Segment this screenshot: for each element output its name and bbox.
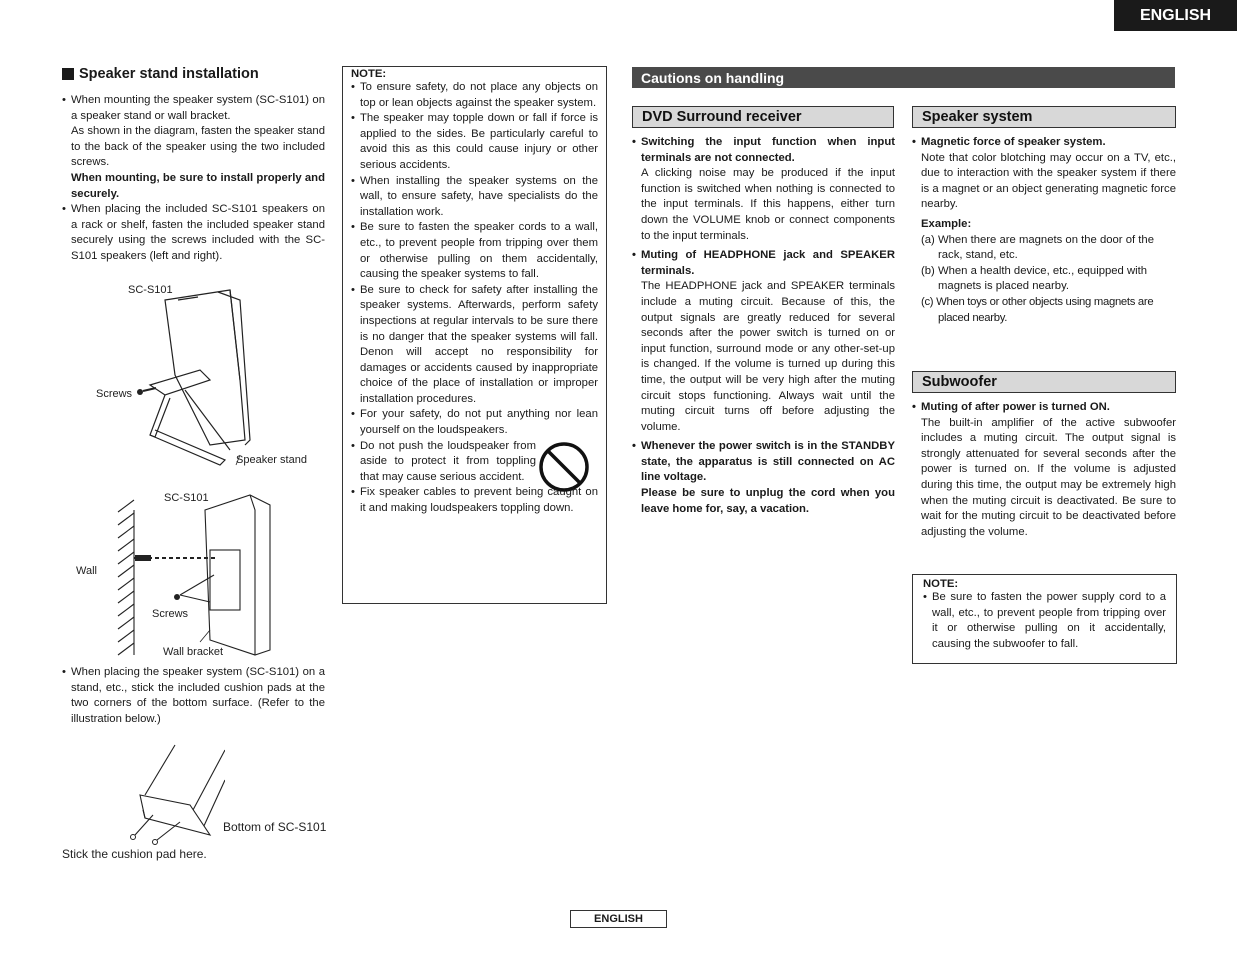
speaker-system-text: [912, 135, 1176, 326]
note1-item-4: • Be sure to fasten the speaker cords to a wall, etc., to prevent people from tripping over them or otherwise pulling on them accidentally, causing the speaker systems to fall.: [351, 220, 598, 282]
subwoofer-item-1-body: The built-in amplifier of the active subwoofer includes a muting circuit. The output signal is strongly attenuated for several seconds after the power is turned on. If the volume is adjusted during this time, the output may be extremely high when the muting circuit is deactivated. Be sure to wait for the muting circuit to be deactivated before adjusting the volume.: [921, 416, 1176, 538]
fig1-model-label: SC-S101: [128, 284, 173, 296]
note1-item-8: • Fix speaker cables to prevent being caught on it and making loudspeakers toppling down.: [351, 485, 598, 516]
receiver-item-1-head: • Switching the input function when input terminals are not connected.: [632, 135, 895, 166]
subwoofer-header-bar: [912, 371, 1176, 393]
note-box-speaker: [342, 66, 607, 604]
speaker-example-title: Example:: [921, 217, 972, 230]
receiver-item-2-head: • Muting of HEADPHONE jack and SPEAKER terminals.: [632, 248, 895, 279]
fig2-model-label: SC-S101: [164, 492, 209, 504]
speaker-example-c: (c) When toys or other objects using magnets are placed nearby.: [921, 295, 1154, 324]
wall-bracket-illustration: [110, 490, 280, 660]
fig2-wall-label: Wall: [76, 565, 97, 577]
stand-bullet-2: • When placing the included SC-S101 speakers on a rack or shelf, fasten the included speaker stand securely using the screws included with the SC-S101 speakers (left and right).: [62, 202, 325, 264]
note-box-subwoofer: [912, 574, 1177, 664]
subwoofer-item-1-head: • Muting of after power is turned ON.: [912, 400, 1176, 416]
note1-title: NOTE:: [351, 68, 387, 80]
note1-item-2: • The speaker may topple down or fall if force is applied to the sides. Be particularly careful to avoid this as this could cause injury or other serious accidents.: [351, 111, 598, 173]
speaker-item-1-body: Note that color blotching may occur on a TV, etc., due to interaction with the speaker system if there is a magnet or an object generating magnetic force nearby.: [921, 151, 1176, 211]
subwoofer-title: Subwoofer: [922, 374, 997, 390]
fig3-stick-label: Stick the cushion pad here.: [62, 847, 207, 861]
note1-item-3: • When installing the speaker systems on the wall, to ensure safety, have specialists do the installation work.: [351, 174, 598, 221]
note1-item-1: • To ensure safety, do not place any objects on top or lean objects against the speaker system.: [351, 80, 598, 111]
receiver-item-2-body: The HEADPHONE jack and SPEAKER terminals include a muting circuit. Because of this, the output signals are greatly reduced for several seconds after the power switch is turned on or input function, surround mode or any other-set-up is changed. If the volume is turned up during this time, the output will be very high after the muting circuit stops functioning. Always wait until the muting circuit turns off before adjusting the volume.: [641, 280, 895, 433]
speaker-item-1-head: • Magnetic force of speaker system.: [912, 135, 1176, 151]
cushion-pad-illustration: [115, 740, 225, 845]
speaker-stand-illustration: [90, 280, 320, 475]
fig1-screws-label: Screws: [96, 388, 133, 400]
speaker-system-title: Speaker system: [922, 109, 1033, 125]
note1-item-5: • Be sure to check for safety after installing the speaker systems. Afterwards, perform safety inspections at regular intervals to be sure there is no danger that the speaker systems will fall. Denon will accept no responsibility for damages or accidents caused by inappropriate choice of the place of installation or improper installation procedures.: [351, 283, 598, 408]
fig1-stand-label: Speaker stand: [236, 454, 307, 466]
fig2-bracket-label: Wall bracket: [163, 646, 224, 658]
speaker-stand-title: Speaker stand installation: [79, 66, 259, 82]
subwoofer-text: [912, 400, 1176, 540]
stand-text-bottom: [62, 665, 325, 727]
note1-item-6: • For your safety, do not put anything nor lean yourself on the loudspeakers.: [351, 407, 598, 438]
speaker-system-header-bar: [912, 106, 1176, 128]
fig3-bottom-label: Bottom of SC-S101: [223, 820, 327, 834]
receiver-item-1-body: A clicking noise may be produced if the input function is switched when nothing is connected to the input terminals. If this happens, either turn down the VOLUME knob or connect components to the input terminals.: [641, 167, 895, 242]
heading-square-icon: [62, 68, 74, 80]
note2-title: NOTE:: [923, 578, 959, 590]
speaker-stand-heading: [62, 66, 259, 82]
stand-bullet-1-bold: When mounting, be sure to install properly and securely.: [71, 171, 325, 200]
receiver-item-3-head: • Whenever the power switch is in the STANDBY state, the apparatus is still connected on AC line voltage.: [632, 439, 895, 486]
stand-bullet-1-cont: As shown in the diagram, fasten the speaker stand to the back of the speaker using the two included screws.: [71, 125, 325, 169]
footer-language-label: ENGLISH: [570, 910, 667, 928]
receiver-item-3-body: Please be sure to unplug the cord when you leave home for, say, a vacation.: [641, 487, 895, 515]
stand-bullet-3: • When placing the speaker system (SC-S101) on a stand, etc., stick the included cushion pads at the two corners of the bottom surface. (Refer to the illustration below.): [62, 665, 325, 727]
note1-item-7: • Do not push the loudspeaker from aside to protect it from toppling that may cause serious accident.: [351, 439, 536, 486]
cautions-header-bar: [632, 67, 1175, 88]
receiver-text: [632, 135, 895, 517]
receiver-title: DVD Surround receiver: [642, 109, 802, 125]
speaker-example-a: (a) When there are magnets on the door of the rack, stand, etc.: [921, 233, 1154, 262]
stand-bullet-1: • When mounting the speaker system (SC-S101) on a speaker stand or wall bracket.: [62, 93, 325, 124]
stand-text-top: [62, 93, 325, 265]
receiver-header-bar: [632, 106, 894, 128]
cautions-title: Cautions on handling: [641, 69, 785, 86]
language-tab: ENGLISH: [1114, 0, 1237, 31]
speaker-example-b: (b) When a health device, etc., equipped with magnets is placed nearby.: [921, 264, 1148, 293]
note2-item: • Be sure to fasten the power supply cord to a wall, etc., to prevent people from tripping over it or otherwise pulling on it accidentally, causing the subwoofer to fall.: [923, 590, 1166, 652]
fig2-screws-label: Screws: [152, 608, 189, 620]
